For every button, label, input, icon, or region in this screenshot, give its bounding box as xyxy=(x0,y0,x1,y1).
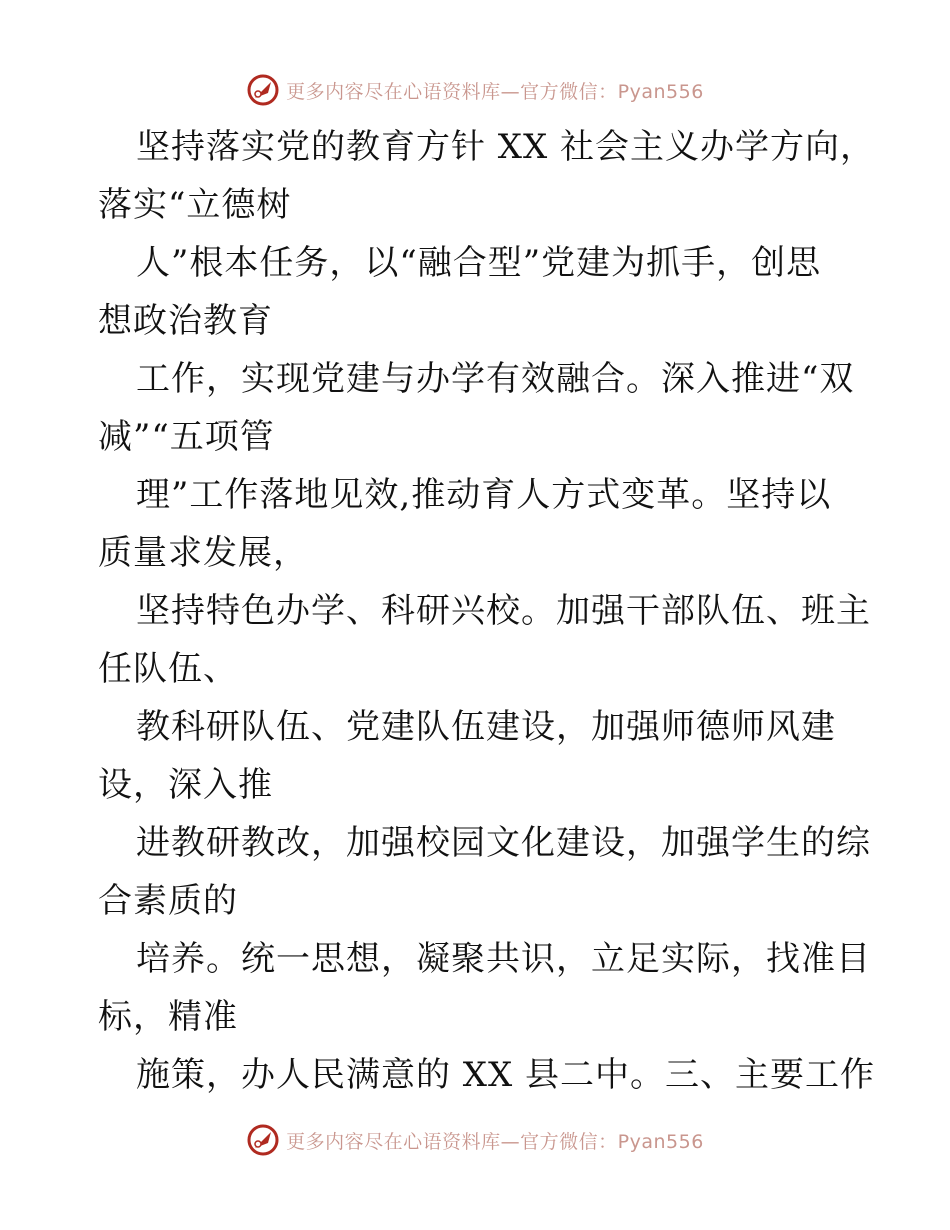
text-line: 落实“立德树 xyxy=(98,185,292,225)
text-line: 合素质的 xyxy=(98,881,238,921)
footer-banner-text: 更多内容尽在心语资料库—官方微信：Pyan556 xyxy=(286,1130,704,1153)
text-line: 教科研队伍、党建队伍建设，加强师德师风建 xyxy=(136,707,836,747)
text-line: 想政治教育 xyxy=(98,301,273,341)
text-line: 进教研教改，加强校园文化建设，加强学生的综 xyxy=(136,823,871,863)
quill-seal-icon xyxy=(246,1123,280,1157)
footer-banner xyxy=(0,1120,950,1160)
text-line: 理”工作落地见效,推动育人方式变革。坚持以 xyxy=(136,475,832,515)
text-line: 坚持特色办学、科研兴校。加强干部队伍、班主 xyxy=(136,591,871,631)
text-line: 质量求发展， xyxy=(98,533,308,573)
text-line: 减”“五项管 xyxy=(98,417,275,457)
text-line: 坚持落实党的教育方针 XX 社会主义办学方向， xyxy=(136,127,876,167)
header-banner xyxy=(0,70,950,110)
quill-seal-icon xyxy=(246,73,280,107)
text-line: 培养。统一思想，凝聚共识，立足实际，找准目 xyxy=(136,939,871,979)
text-line: 任队伍、 xyxy=(98,649,238,689)
text-line: 人”根本任务，以“融合型”党建为抓手，创思 xyxy=(136,243,822,283)
text-line: 设，深入推 xyxy=(98,765,273,805)
header-banner-text: 更多内容尽在心语资料库—官方微信：Pyan556 xyxy=(286,80,704,103)
text-line: 标，精准 xyxy=(98,997,238,1037)
text-line: 工作，实现党建与办学有效融合。深入推进“双 xyxy=(136,359,855,399)
text-line: 施策，办人民满意的 XX 县二中。三、主要工作 xyxy=(136,1055,876,1095)
body-text xyxy=(98,118,876,1104)
